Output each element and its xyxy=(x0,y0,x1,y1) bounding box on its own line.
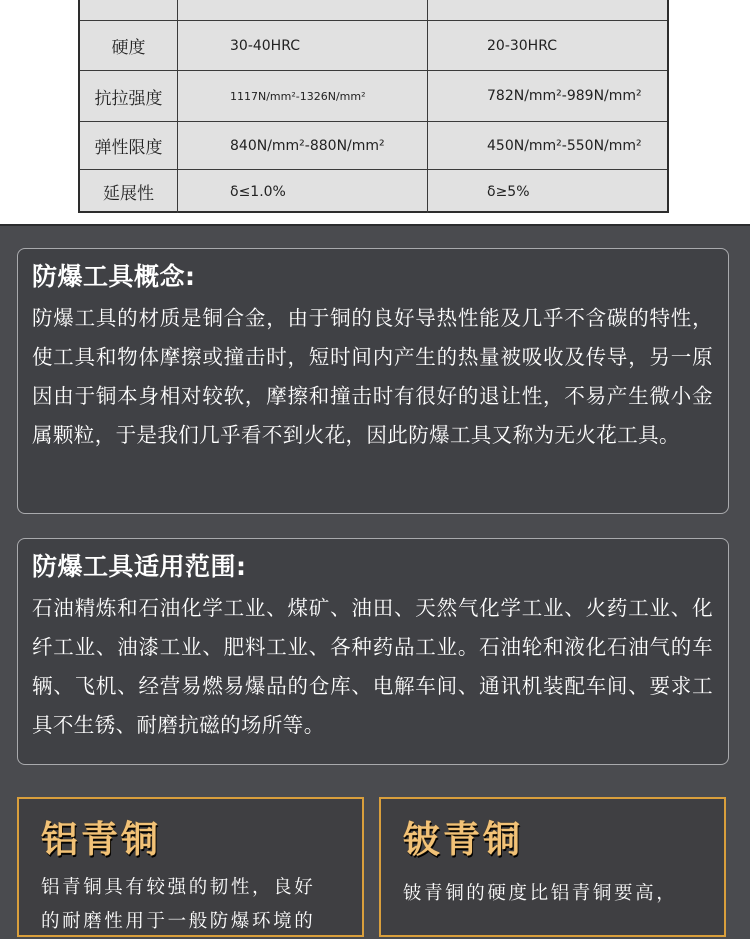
aluminum-bronze-description xyxy=(41,871,344,939)
row-label: 硬度 xyxy=(80,21,178,70)
description-line: 铍青铜的硬度比铝青铜要高， xyxy=(403,883,678,904)
table-row xyxy=(80,121,667,169)
beryllium-bronze-value: 20-30HRC xyxy=(487,37,558,54)
concept-title: 防爆工具概念: xyxy=(32,262,196,291)
row-label: 抗拉强度 xyxy=(80,71,178,121)
aluminum-bronze-value: 1117N/mm²-1326N/mm² xyxy=(178,71,428,121)
beryllium-bronze-value: 782N/mm²-989N/mm² xyxy=(487,88,642,104)
scope-title: 防爆工具适用范围: xyxy=(32,552,247,581)
table-row xyxy=(80,20,667,70)
beryllium-bronze-title: 铍青铜 xyxy=(403,818,523,861)
aluminum-bronze-value: 30-40HRC xyxy=(178,21,428,70)
scope-body: 石油精炼和石油化学工业、煤矿、油田、天然气化学工业、火药工业、化纤工业、油漆工业、肥料工业、各种药品工业。石油轮和液化石油气的车辆、飞机、经营易燃易爆品的仓库、电解车间、通讯机装配车间、要求工具不生锈、耐磨抗磁的场所等。 xyxy=(32,596,713,737)
aluminum-bronze-value xyxy=(178,0,428,20)
aluminum-bronze-box xyxy=(17,797,364,937)
aluminum-bronze-value: 840N/mm²-880N/mm² xyxy=(178,122,428,169)
beryllium-bronze-value: 450N/mm²-550N/mm² xyxy=(487,137,642,154)
description-line: 铝青铜具有较强的韧性，良好 xyxy=(41,877,316,898)
scope-card xyxy=(17,538,729,765)
beryllium-bronze-description xyxy=(403,877,706,911)
spec-table xyxy=(78,0,669,213)
row-label: 弹性限度 xyxy=(80,122,178,169)
beryllium-bronze-box xyxy=(379,797,726,937)
aluminum-bronze-title: 铝青铜 xyxy=(41,818,161,861)
concept-body: 防爆工具的材质是铜合金，由于铜的良好导热性能及几乎不含碳的特性，使工具和物体摩擦或撞击时，短时间内产生的热量被吸收及传导，另一原因由于铜本身相对较软，摩擦和撞击时有很好的退让性，不易产生微小金属颗粒，于是我们几乎看不到火花，因此防爆工具又称为无火花工具。 xyxy=(32,306,713,447)
table-row xyxy=(80,70,667,121)
beryllium-bronze-value xyxy=(428,0,667,20)
row-label: 延展性 xyxy=(80,170,178,213)
aluminum-bronze-value: δ≤1.0% xyxy=(178,170,428,213)
concept-card xyxy=(17,248,729,514)
description-line: 的耐磨性用于一般防爆环境的 xyxy=(41,911,316,932)
table-row xyxy=(80,169,667,213)
spec-table-panel xyxy=(0,0,750,226)
table-row xyxy=(80,0,667,20)
row-label xyxy=(80,0,178,20)
beryllium-bronze-value: δ≥5% xyxy=(487,183,530,200)
